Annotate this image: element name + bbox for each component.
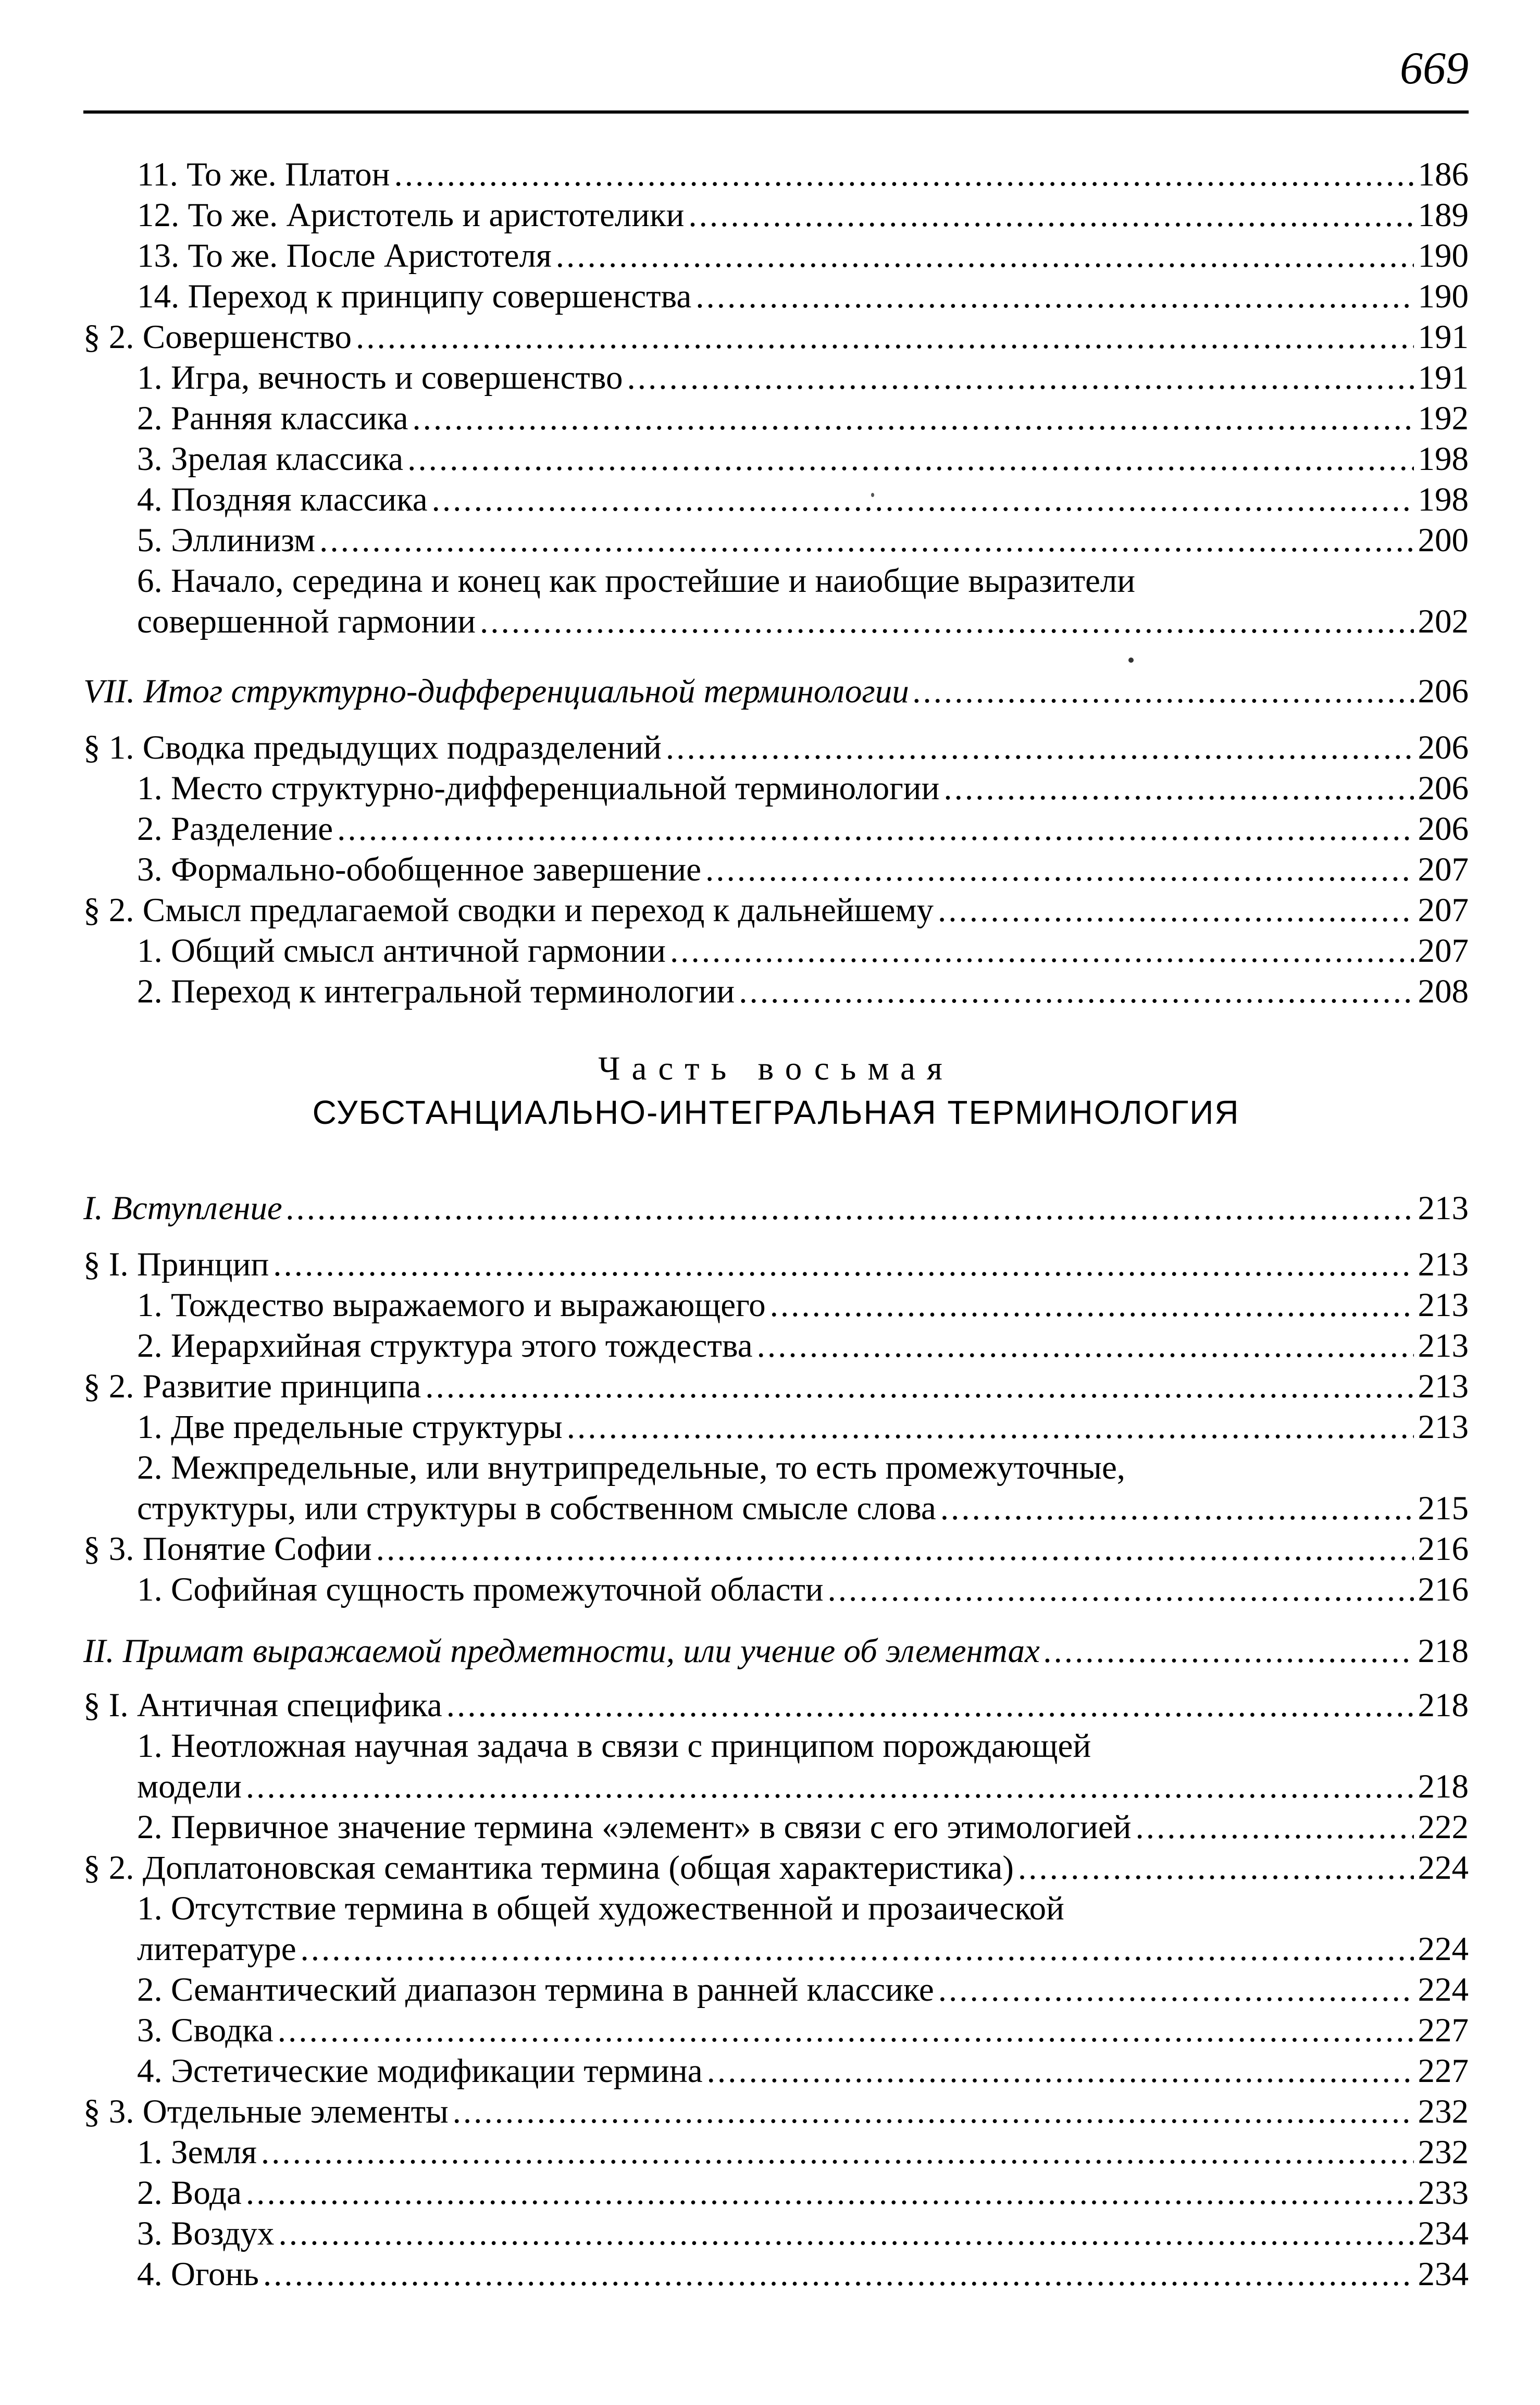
- toc-entry-page: 213: [1418, 1327, 1469, 1365]
- dot-leader: [261, 2132, 1414, 2173]
- toc-entry: [83, 2132, 1469, 2173]
- toc-entry-page: 207: [1418, 891, 1469, 929]
- toc-entry: [83, 439, 1469, 479]
- toc-entry-page: 206: [1418, 810, 1469, 848]
- dot-leader: [278, 2010, 1414, 2051]
- toc-entry: [83, 235, 1469, 276]
- dot-leader: [394, 154, 1413, 195]
- toc-entry-page: 213: [1418, 1408, 1469, 1446]
- toc-entry-page: 213: [1418, 1189, 1469, 1227]
- toc-entry-page: 216: [1418, 1571, 1469, 1608]
- toc-entry-page: 233: [1418, 2174, 1469, 2212]
- dot-leader: [739, 971, 1413, 1012]
- toc-entry-page: 202: [1418, 603, 1469, 640]
- dot-leader: [432, 479, 1414, 520]
- toc-entry-title: § 3. Отдельные элементы: [83, 2093, 449, 2130]
- dot-leader: [938, 890, 1413, 931]
- dot-leader: [705, 849, 1413, 890]
- toc-entry: [83, 520, 1469, 561]
- toc-entry-title: 13. То же. После Аристотеля: [137, 237, 552, 275]
- toc-entry: [83, 2051, 1469, 2091]
- toc-block: [83, 727, 1469, 1012]
- toc-entry-title: 1. Софийная сущность промежуточной области: [137, 1571, 824, 1608]
- toc-entry-title: I. Вступление: [83, 1189, 282, 1227]
- dot-leader: [940, 1488, 1414, 1529]
- toc-entry-title: 11. То же. Платон: [137, 156, 390, 193]
- toc-entry-title: 2. Переход к интегральной терминологии: [137, 973, 735, 1010]
- toc-entry-page: 216: [1418, 1530, 1469, 1568]
- dot-leader: [1018, 1848, 1414, 1888]
- toc-entry-title: § 2. Доплатоновская семантика термина (общая характеристика): [83, 1849, 1014, 1887]
- toc-entry-page: 218: [1418, 1632, 1469, 1670]
- dot-leader: [319, 520, 1413, 561]
- toc-entry-page: 189: [1418, 196, 1469, 234]
- toc-entry: [83, 1569, 1469, 1610]
- dot-leader: [301, 1929, 1414, 1969]
- dot-leader: [287, 1188, 1414, 1229]
- toc-entry: [83, 1285, 1469, 1325]
- toc-entry-page: 232: [1418, 2134, 1469, 2171]
- toc-entry-page: 191: [1418, 359, 1469, 396]
- toc-entry: [83, 890, 1469, 931]
- toc-entry-title: 1. Неотложная научная задача в связи с принципом порождающей: [137, 1727, 1091, 1765]
- toc-block: [83, 1244, 1469, 1610]
- header-rule: [83, 110, 1469, 114]
- dot-leader: [246, 2173, 1414, 2213]
- toc-entry: [83, 671, 1469, 712]
- toc-entry-title: II. Примат выражаемой предметности, или учение об элементах: [83, 1632, 1040, 1670]
- toc-entry: [83, 1848, 1469, 1888]
- toc-entry-page: 191: [1418, 318, 1469, 356]
- toc-entry: [83, 195, 1469, 235]
- dot-leader: [688, 195, 1413, 235]
- toc-entry: [83, 1529, 1469, 1569]
- toc-entry: [83, 398, 1469, 439]
- toc-entry-title: 1. Две предельные структуры: [137, 1408, 563, 1446]
- dot-leader: [273, 1244, 1413, 1285]
- toc-entry-page: 218: [1418, 1768, 1469, 1805]
- toc-entry-page: 206: [1418, 729, 1469, 766]
- dot-leader: [246, 1766, 1414, 1807]
- toc-entry-page: 232: [1418, 2093, 1469, 2130]
- page-number: 669: [1400, 43, 1469, 94]
- toc-entry-title: 3. Формально-обобщенное завершение: [137, 851, 702, 888]
- toc-entry-title: 2. Семантический диапазон термина в ранней классике: [137, 1971, 934, 2009]
- toc-entry: [83, 2213, 1469, 2254]
- toc-entry-page: 222: [1418, 1808, 1469, 1846]
- toc-entry: [83, 1685, 1469, 1726]
- toc-entry-page: 198: [1418, 481, 1469, 518]
- dot-leader: [938, 1969, 1414, 2010]
- toc-entry-title: совершенной гармонии: [137, 603, 476, 640]
- toc-entry: [83, 276, 1469, 317]
- toc-entry-page: 198: [1418, 440, 1469, 478]
- toc-entry: [83, 317, 1469, 357]
- toc-entry: [83, 1888, 1469, 1929]
- dot-leader: [263, 2254, 1414, 2295]
- toc-block: [83, 1685, 1469, 2295]
- toc-entry-page: 207: [1418, 851, 1469, 888]
- toc-entry-page: 224: [1418, 1849, 1469, 1887]
- dot-leader: [556, 235, 1414, 276]
- toc-entry-title: 6. Начало, середина и конец как простейшие и наиобщие выразители: [137, 562, 1136, 600]
- toc-entry-title: 2. Первичное значение термина «элемент» в связи с его этимологией: [137, 1808, 1132, 1846]
- dot-leader: [356, 317, 1414, 357]
- toc-entry: [83, 357, 1469, 398]
- toc-entry-page: 206: [1418, 673, 1469, 710]
- dot-leader: [696, 276, 1413, 317]
- dot-leader: [412, 398, 1413, 439]
- dot-leader: [757, 1325, 1414, 1366]
- toc-entry: [83, 768, 1469, 809]
- toc-entry: [83, 1188, 1469, 1229]
- toc-entry-title: 3. Воздух: [137, 2215, 275, 2252]
- toc-entry-page: 213: [1418, 1368, 1469, 1405]
- part-label: Часть восьмая: [598, 1050, 954, 1087]
- toc-entry-title: 2. Вода: [137, 2174, 242, 2212]
- toc-entry-title: 2. Разделение: [137, 810, 333, 848]
- toc-entry: [83, 1631, 1469, 1671]
- toc-entry: [83, 479, 1469, 520]
- toc-entry-title: модели: [137, 1768, 242, 1805]
- toc-entry-page: 224: [1418, 1930, 1469, 1968]
- toc-entry-title: 3. Сводка: [137, 2012, 274, 2049]
- toc-entry-title: § I. Принцип: [83, 1246, 269, 1283]
- toc-entry-page: 206: [1418, 770, 1469, 807]
- toc-entry-title: 1. Тождество выражаемого и выражающего: [137, 1286, 766, 1324]
- toc-entry-page: 190: [1418, 237, 1469, 275]
- toc-entry: [83, 809, 1469, 849]
- toc-entry: [83, 1447, 1469, 1488]
- toc-entry-title: 2. Иерархийная структура этого тождества: [137, 1327, 753, 1365]
- toc-entry-title: 4. Поздняя классика: [137, 481, 428, 518]
- dot-leader: [707, 2051, 1414, 2091]
- dot-leader: [480, 601, 1413, 642]
- toc-entry: [83, 727, 1469, 768]
- dot-leader: [627, 357, 1413, 398]
- toc-entry-title: 4. Огонь: [137, 2255, 259, 2293]
- toc-entry: [83, 1488, 1469, 1529]
- dot-leader: [453, 2091, 1414, 2132]
- toc-entry-title: 2. Ранняя классика: [137, 400, 408, 437]
- toc-entry-page: 218: [1418, 1687, 1469, 1724]
- dot-leader: [666, 727, 1414, 768]
- toc-entry-page: 227: [1418, 2012, 1469, 2049]
- dot-leader: [446, 1685, 1414, 1726]
- dot-leader: [407, 439, 1413, 479]
- dot-leader: [770, 1285, 1414, 1325]
- dot-leader: [376, 1529, 1414, 1569]
- dot-leader: [828, 1569, 1414, 1610]
- toc-entry-page: 227: [1418, 2052, 1469, 2090]
- toc-entry-title: структуры, или структуры в собственном смысле слова: [137, 1490, 936, 1527]
- dot-leader: [425, 1366, 1413, 1407]
- toc-entry-page: 213: [1418, 1286, 1469, 1324]
- toc-entry-page: 186: [1418, 156, 1469, 193]
- toc-entry: [83, 931, 1469, 971]
- table-of-contents: [83, 154, 1469, 2295]
- dot-leader: [278, 2213, 1413, 2254]
- toc-entry-page: 200: [1418, 522, 1469, 559]
- toc-entry-page: 224: [1418, 1971, 1469, 2009]
- dot-leader: [1044, 1631, 1414, 1671]
- dot-leader: [567, 1407, 1414, 1447]
- toc-entry: [83, 2010, 1469, 2051]
- toc-entry: [83, 849, 1469, 890]
- toc-entry: [83, 971, 1469, 1012]
- toc-entry: [83, 1969, 1469, 2010]
- toc-entry: [83, 1244, 1469, 1285]
- toc-block: [83, 1631, 1469, 1671]
- dot-leader: [337, 809, 1413, 849]
- toc-entry-page: 234: [1418, 2255, 1469, 2293]
- dot-leader: [670, 931, 1414, 971]
- toc-entry: [83, 1407, 1469, 1447]
- toc-entry-page: 213: [1418, 1246, 1469, 1283]
- toc-entry-page: 192: [1418, 400, 1469, 437]
- toc-entry-title: 1. Земля: [137, 2134, 257, 2171]
- toc-entry: [83, 1929, 1469, 1969]
- toc-entry: [83, 2091, 1469, 2132]
- dot-leader: [943, 768, 1413, 809]
- toc-entry-title: § 1. Сводка предыдущих подразделений: [83, 729, 662, 766]
- toc-entry-page: 234: [1418, 2215, 1469, 2252]
- toc-entry: [83, 1366, 1469, 1407]
- toc-entry-title: § I. Античная специфика: [83, 1687, 442, 1724]
- toc-entry-title: § 2. Смысл предлагаемой сводки и переход к дальнейшему: [83, 891, 934, 929]
- toc-entry-title: 12. То же. Аристотель и аристотелики: [137, 196, 685, 234]
- toc-entry-title: § 3. Понятие Софии: [83, 1530, 372, 1568]
- toc-entry: [83, 561, 1469, 601]
- toc-entry-title: 1. Место структурно-дифференциальной терминологии: [137, 770, 940, 807]
- toc-entry-title: 1. Отсутствие термина в общей художественной и прозаической: [137, 1890, 1064, 1927]
- toc-entry-title: 2. Межпредельные, или внутрипредельные, то есть промежуточные,: [137, 1449, 1126, 1486]
- toc-entry: [83, 601, 1469, 642]
- toc-entry-page: 215: [1418, 1490, 1469, 1527]
- toc-entry: [83, 154, 1469, 195]
- toc-entry: [83, 1726, 1469, 1766]
- toc-entry-page: 190: [1418, 278, 1469, 315]
- toc-entry: [83, 1766, 1469, 1807]
- toc-entry: [83, 1325, 1469, 1366]
- toc-entry-title: 14. Переход к принципу совершенства: [137, 278, 692, 315]
- toc-entry-page: 207: [1418, 932, 1469, 970]
- toc-entry-title: 5. Эллинизм: [137, 522, 316, 559]
- toc-entry-title: 3. Зрелая классика: [137, 440, 404, 478]
- toc-entry-page: 208: [1418, 973, 1469, 1010]
- part-title: СУБСТАНЦИАЛЬНО-ИНТЕГРАЛЬНАЯ ТЕРМИНОЛОГИЯ: [312, 1094, 1240, 1131]
- toc-entry-title: § 2. Развитие принципа: [83, 1368, 421, 1405]
- toc-block: [83, 154, 1469, 642]
- toc-entry-title: VII. Итог структурно-дифференциальной терминологии: [83, 673, 909, 710]
- toc-entry-title: § 2. Совершенство: [83, 318, 352, 356]
- toc-entry: [83, 2254, 1469, 2295]
- toc-entry-title: 1. Игра, вечность и совершенство: [137, 359, 623, 396]
- toc-block: [83, 1188, 1469, 1229]
- dot-leader: [1135, 1807, 1413, 1848]
- dot-leader: [913, 671, 1414, 712]
- toc-block: [83, 671, 1469, 712]
- toc-entry: [83, 2173, 1469, 2213]
- toc-entry-title: 1. Общий смысл античной гармонии: [137, 932, 666, 970]
- toc-entry-title: литературе: [137, 1930, 296, 1968]
- toc-entry: [83, 1807, 1469, 1848]
- toc-entry-title: 4. Эстетические модификации термина: [137, 2052, 703, 2090]
